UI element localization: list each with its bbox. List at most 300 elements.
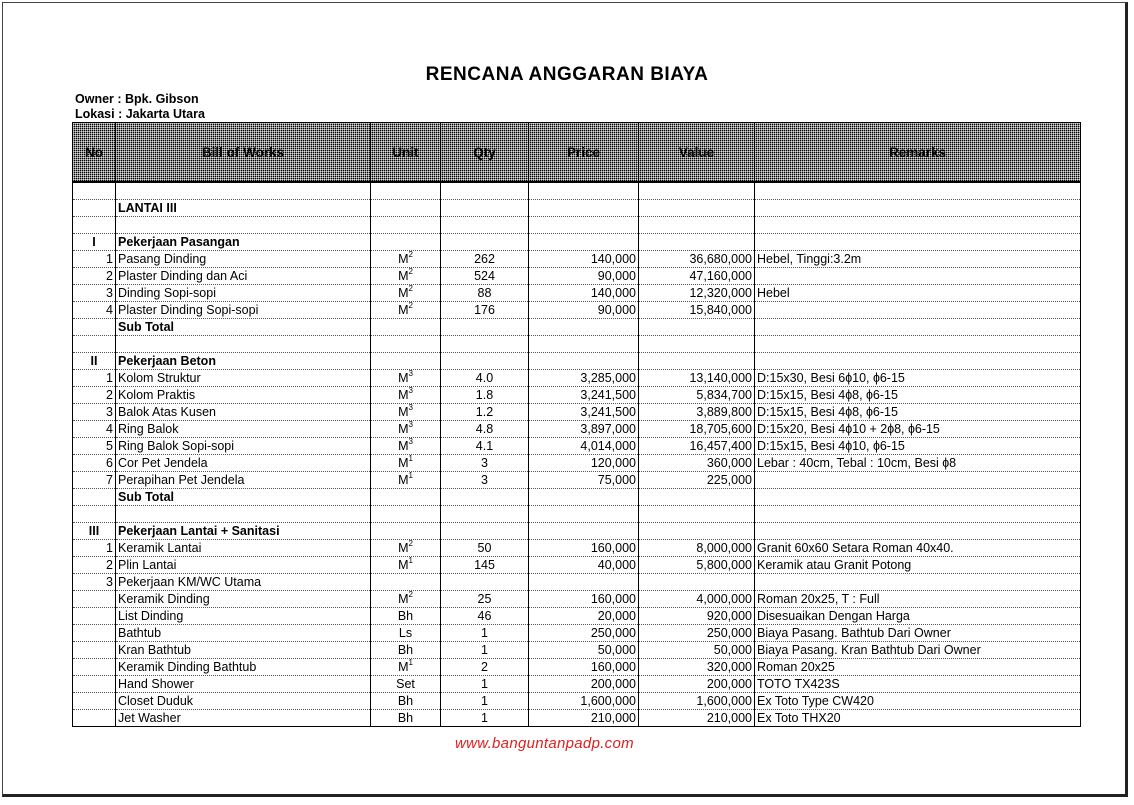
cell-qty	[441, 591, 529, 608]
cell-qty	[441, 574, 529, 591]
cell-value	[639, 353, 755, 370]
cell-price	[529, 455, 639, 472]
header-unit: Unit	[371, 123, 441, 183]
cell-no	[73, 387, 116, 404]
cell-remarks-text: D:15x20, Besi 4ɸ10 + 2ɸ8, ɸ6-15	[757, 422, 940, 436]
cell-price	[529, 506, 639, 523]
cell-no	[73, 659, 116, 676]
cell-remarks	[755, 710, 1081, 727]
cell-price-text: 3,241,500	[580, 388, 636, 402]
cell-remarks-text: Hebel, Tinggi:3.2m	[757, 252, 862, 266]
cell-bill-of-works	[116, 642, 371, 659]
cell-no	[73, 217, 116, 234]
cell-no	[73, 608, 116, 625]
cell-value	[639, 625, 755, 642]
cell-no-text: 4	[106, 303, 113, 317]
cell-value	[639, 676, 755, 693]
cell-qty-text: 524	[474, 269, 495, 283]
cell-value-text: 200,000	[706, 677, 752, 691]
cell-value	[639, 710, 755, 727]
cell-bill-of-works-text: List Dinding	[118, 609, 184, 623]
cell-remarks-text: Keramik atau Granit Potong	[757, 558, 912, 572]
cell-remarks	[755, 200, 1081, 217]
cell-value	[639, 455, 755, 472]
cell-qty-text: 262	[474, 252, 495, 266]
cell-remarks-text: Granit 60x60 Setara Roman 40x40.	[757, 541, 954, 555]
cell-unit	[371, 251, 441, 268]
table-header-row	[73, 123, 1081, 183]
location-label: Lokasi : Jakarta Utara	[75, 107, 205, 121]
cell-bill-of-works-text: Pasang Dinding	[118, 252, 207, 266]
cell-value	[639, 370, 755, 387]
unit-exponent: 3	[408, 420, 413, 429]
table-row	[73, 234, 1081, 251]
cell-unit-text: M	[398, 422, 409, 436]
cell-value-text: 5,800,000	[696, 558, 752, 572]
cell-remarks	[755, 455, 1081, 472]
cell-price	[529, 693, 639, 710]
cell-no	[73, 302, 116, 319]
cell-value-text: 36,680,000	[689, 252, 752, 266]
cell-remarks	[755, 268, 1081, 285]
cell-unit	[371, 625, 441, 642]
cell-remarks-text: Ex Toto THX20	[757, 711, 841, 725]
cell-no	[73, 574, 116, 591]
cell-remarks	[755, 557, 1081, 574]
table-row	[73, 285, 1081, 302]
cell-value	[639, 608, 755, 625]
cell-remarks-text: D:15x15, Besi 4ɸ10, ɸ6-15	[757, 439, 905, 453]
cell-price-text: 250,000	[590, 626, 636, 640]
cell-remarks	[755, 302, 1081, 319]
header-remarks: Remarks	[755, 123, 1081, 183]
cell-value	[639, 642, 755, 659]
cell-qty-text: 46	[477, 609, 492, 623]
table-row	[73, 438, 1081, 455]
cell-no	[73, 523, 116, 540]
cell-qty	[441, 319, 529, 336]
cell-bill-of-works	[116, 676, 371, 693]
cell-qty	[441, 523, 529, 540]
cell-no	[73, 336, 116, 353]
table-row	[73, 319, 1081, 336]
cell-remarks	[755, 421, 1081, 438]
cell-unit	[371, 200, 441, 217]
cell-unit-text: M	[398, 439, 409, 453]
cell-price-text: 160,000	[590, 660, 636, 674]
cell-price	[529, 387, 639, 404]
cell-no	[73, 234, 116, 251]
unit-exponent: 2	[408, 284, 413, 293]
cell-value	[639, 574, 755, 591]
cell-bill-of-works	[116, 234, 371, 251]
cell-qty	[441, 251, 529, 268]
cell-unit	[371, 302, 441, 319]
cell-unit-text: M	[398, 286, 409, 300]
cell-qty-text: 1.2	[475, 405, 494, 419]
cell-unit	[371, 676, 441, 693]
cell-unit-text: Bh	[397, 643, 414, 657]
cell-bill-of-works	[116, 625, 371, 642]
cell-price-text: 3,241,500	[580, 405, 636, 419]
cell-no	[73, 319, 116, 336]
cell-price	[529, 438, 639, 455]
cell-remarks	[755, 251, 1081, 268]
cell-remarks	[755, 642, 1081, 659]
cell-remarks	[755, 659, 1081, 676]
cell-unit	[371, 404, 441, 421]
cell-value	[639, 302, 755, 319]
cell-price	[529, 608, 639, 625]
cell-qty	[441, 625, 529, 642]
cell-no	[73, 557, 116, 574]
table-row	[73, 540, 1081, 557]
cell-price-text: 3,897,000	[580, 422, 636, 436]
cell-qty	[441, 234, 529, 251]
table-row	[73, 710, 1081, 727]
cell-qty	[441, 404, 529, 421]
cell-price	[529, 472, 639, 489]
cell-bill-of-works	[116, 591, 371, 608]
cell-no	[73, 489, 116, 506]
cell-price-text: 140,000	[590, 286, 636, 300]
cell-no	[73, 693, 116, 710]
unit-exponent: 3	[408, 403, 413, 412]
cell-unit	[371, 659, 441, 676]
cell-value	[639, 659, 755, 676]
cell-unit-text: M	[398, 473, 409, 487]
unit-exponent: 1	[408, 556, 413, 565]
cell-qty-text: 145	[474, 558, 495, 572]
cell-value	[639, 251, 755, 268]
table-row	[73, 336, 1081, 353]
cell-no-text: 3	[106, 575, 113, 589]
cell-price-text: 20,000	[597, 609, 636, 623]
cell-value-text: 1,600,000	[696, 694, 752, 708]
cell-unit-text: Ls	[398, 626, 413, 640]
cell-unit	[371, 285, 441, 302]
cell-value	[639, 268, 755, 285]
table-row	[73, 574, 1081, 591]
cell-unit	[371, 523, 441, 540]
table-row	[73, 472, 1081, 489]
table-row	[73, 302, 1081, 319]
cell-remarks	[755, 523, 1081, 540]
cell-qty	[441, 353, 529, 370]
header-price: Price	[529, 123, 639, 183]
cell-bill-of-works-text: Pekerjaan Lantai + Sanitasi	[118, 524, 280, 538]
cell-no-text: 2	[106, 269, 113, 283]
cell-bill-of-works-text: Sub Total	[118, 490, 175, 504]
cell-no	[73, 455, 116, 472]
cell-price	[529, 574, 639, 591]
cell-unit	[371, 710, 441, 727]
cell-price	[529, 557, 639, 574]
cell-remarks	[755, 540, 1081, 557]
cell-value	[639, 217, 755, 234]
budget-table	[72, 122, 1081, 727]
cell-qty	[441, 540, 529, 557]
cell-remarks-text: Disesuaikan Dengan Harga	[757, 609, 910, 623]
cell-price	[529, 523, 639, 540]
cell-bill-of-works-text: Ring Balok Sopi-sopi	[118, 439, 235, 453]
cell-value	[639, 693, 755, 710]
cell-qty	[441, 387, 529, 404]
cell-value	[639, 591, 755, 608]
cell-remarks	[755, 625, 1081, 642]
cell-price	[529, 421, 639, 438]
cell-no	[73, 251, 116, 268]
cell-unit-text: M	[398, 252, 409, 266]
cell-no	[73, 268, 116, 285]
cell-value-text: 210,000	[706, 711, 752, 725]
table-row	[73, 489, 1081, 506]
cell-value-text: 8,000,000	[696, 541, 752, 555]
cell-unit	[371, 557, 441, 574]
cell-no	[73, 404, 116, 421]
unit-exponent: 2	[408, 250, 413, 259]
cell-price-text: 160,000	[590, 541, 636, 555]
cell-no	[73, 472, 116, 489]
cell-no	[73, 591, 116, 608]
cell-price-text: 140,000	[590, 252, 636, 266]
cell-price-text: 4,014,000	[580, 439, 636, 453]
unit-exponent: 2	[408, 267, 413, 276]
cell-remarks-text: D:15x15, Besi 4ɸ8, ɸ6-15	[757, 405, 898, 419]
cell-bill-of-works	[116, 523, 371, 540]
cell-unit-text: M	[398, 660, 409, 674]
cell-bill-of-works	[116, 557, 371, 574]
cell-no-text: I	[92, 235, 96, 249]
cell-qty	[441, 642, 529, 659]
table-row	[73, 523, 1081, 540]
cell-qty-text: 1	[481, 626, 488, 640]
cell-price	[529, 251, 639, 268]
cell-qty	[441, 676, 529, 693]
cell-qty	[441, 302, 529, 319]
table-row	[73, 404, 1081, 421]
cell-bill-of-works	[116, 710, 371, 727]
cell-bill-of-works	[116, 353, 371, 370]
cell-qty-text: 4.1	[475, 439, 494, 453]
cell-price	[529, 710, 639, 727]
cell-unit-text: M	[398, 371, 409, 385]
cell-qty-text: 88	[477, 286, 492, 300]
table-row	[73, 625, 1081, 642]
cell-bill-of-works-text: Balok Atas Kusen	[118, 405, 216, 419]
cell-unit	[371, 387, 441, 404]
cell-qty-text: 176	[474, 303, 495, 317]
cell-price	[529, 285, 639, 302]
cell-qty	[441, 710, 529, 727]
owner-label: Owner : Bpk. Gibson	[75, 92, 199, 106]
cell-value	[639, 438, 755, 455]
cell-qty-text: 1	[481, 694, 488, 708]
cell-unit-text: Bh	[397, 711, 414, 725]
cell-unit	[371, 472, 441, 489]
cell-unit-text: M	[398, 269, 409, 283]
cell-unit-text: M	[398, 558, 409, 572]
cell-no-text: 6	[106, 456, 113, 470]
cell-unit	[371, 353, 441, 370]
cell-remarks-text: D:15x15, Besi 4ɸ8, ɸ6-15	[757, 388, 898, 402]
cell-unit	[371, 336, 441, 353]
cell-remarks	[755, 608, 1081, 625]
cell-bill-of-works-text: LANTAI III	[118, 201, 177, 215]
cell-value-text: 3,889,800	[696, 405, 752, 419]
cell-value	[639, 472, 755, 489]
cell-remarks	[755, 319, 1081, 336]
cell-qty-text: 25	[477, 592, 492, 606]
cell-no-text: 3	[106, 405, 113, 419]
cell-qty	[441, 455, 529, 472]
cell-no	[73, 421, 116, 438]
cell-unit-text: Set	[396, 677, 415, 691]
cell-qty	[441, 438, 529, 455]
cell-price	[529, 489, 639, 506]
cell-bill-of-works-text: Plaster Dinding Sopi-sopi	[118, 303, 259, 317]
cell-remarks-text: Ex Toto Type CW420	[757, 694, 874, 708]
cell-unit	[371, 642, 441, 659]
cell-price	[529, 200, 639, 217]
cell-qty	[441, 472, 529, 489]
table-row	[73, 251, 1081, 268]
cell-no-text: 1	[106, 541, 113, 555]
cell-price	[529, 591, 639, 608]
cell-remarks-text: Biaya Pasang. Kran Bathtub Dari Owner	[757, 643, 981, 657]
cell-remarks	[755, 693, 1081, 710]
cell-qty-text: 1	[481, 677, 488, 691]
cell-price	[529, 234, 639, 251]
cell-value	[639, 200, 755, 217]
cell-bill-of-works	[116, 336, 371, 353]
cell-bill-of-works-text: Dinding Sopi-sopi	[118, 286, 216, 300]
table-row	[73, 182, 1081, 200]
cell-qty	[441, 285, 529, 302]
cell-qty	[441, 421, 529, 438]
cell-bill-of-works	[116, 574, 371, 591]
cell-no	[73, 540, 116, 557]
cell-remarks	[755, 676, 1081, 693]
cell-value	[639, 387, 755, 404]
cell-price	[529, 642, 639, 659]
table-body	[73, 182, 1081, 727]
cell-price-text: 120,000	[590, 456, 636, 470]
cell-remarks	[755, 591, 1081, 608]
cell-remarks	[755, 387, 1081, 404]
cell-price	[529, 217, 639, 234]
cell-bill-of-works	[116, 659, 371, 676]
cell-remarks	[755, 336, 1081, 353]
cell-bill-of-works-text: Plin Lantai	[118, 558, 177, 572]
cell-bill-of-works-text: Sub Total	[118, 320, 175, 334]
cell-bill-of-works-text: Pekerjaan Pasangan	[118, 235, 240, 249]
cell-value-text: 5,834,700	[696, 388, 752, 402]
cell-no-text: 7	[106, 473, 113, 487]
cell-remarks	[755, 285, 1081, 302]
cell-unit	[371, 455, 441, 472]
cell-no-text: 4	[106, 422, 113, 436]
cell-remarks	[755, 370, 1081, 387]
cell-qty	[441, 489, 529, 506]
cell-bill-of-works	[116, 489, 371, 506]
cell-remarks-text: Biaya Pasang. Bathtub Dari Owner	[757, 626, 951, 640]
table-row	[73, 693, 1081, 710]
cell-qty	[441, 268, 529, 285]
cell-qty-text: 3	[481, 456, 488, 470]
cell-bill-of-works	[116, 421, 371, 438]
cell-qty-text: 3	[481, 473, 488, 487]
cell-bill-of-works	[116, 387, 371, 404]
cell-value-text: 47,160,000	[689, 269, 752, 283]
cell-bill-of-works	[116, 319, 371, 336]
cell-remarks	[755, 353, 1081, 370]
cell-bill-of-works-text: Jet Washer	[118, 711, 181, 725]
table-row	[73, 506, 1081, 523]
cell-bill-of-works	[116, 693, 371, 710]
cell-no	[73, 182, 116, 200]
cell-bill-of-works	[116, 200, 371, 217]
cell-qty	[441, 693, 529, 710]
table-row	[73, 676, 1081, 693]
table-row	[73, 659, 1081, 676]
cell-remarks	[755, 506, 1081, 523]
cell-value	[639, 421, 755, 438]
cell-value	[639, 489, 755, 506]
cell-price	[529, 370, 639, 387]
header-no: No	[73, 123, 116, 183]
cell-unit	[371, 489, 441, 506]
cell-value-text: 18,705,600	[689, 422, 752, 436]
cell-qty-text: 1.8	[475, 388, 494, 402]
cell-bill-of-works-text: Ring Balok	[118, 422, 179, 436]
unit-exponent: 3	[408, 437, 413, 446]
cell-unit	[371, 234, 441, 251]
cell-no	[73, 642, 116, 659]
cell-unit	[371, 319, 441, 336]
cell-remarks-text: Roman 20x25, T : Full	[757, 592, 880, 606]
cell-remarks	[755, 217, 1081, 234]
cell-price-text: 3,285,000	[580, 371, 636, 385]
cell-price	[529, 302, 639, 319]
cell-value	[639, 506, 755, 523]
cell-unit	[371, 370, 441, 387]
cell-bill-of-works	[116, 506, 371, 523]
cell-no-text: 2	[106, 558, 113, 572]
cell-no	[73, 353, 116, 370]
cell-remarks-text: D:15x30, Besi 6ɸ10, ɸ6-15	[757, 371, 905, 385]
cell-bill-of-works	[116, 540, 371, 557]
cell-bill-of-works-text: Keramik Lantai	[118, 541, 202, 555]
cell-price	[529, 404, 639, 421]
cell-qty	[441, 370, 529, 387]
cell-unit	[371, 421, 441, 438]
cell-unit	[371, 608, 441, 625]
unit-exponent: 3	[408, 369, 413, 378]
cell-no-text: II	[90, 354, 98, 368]
cell-value-text: 4,000,000	[696, 592, 752, 606]
cell-value	[639, 182, 755, 200]
cell-unit-text: M	[398, 405, 409, 419]
cell-qty	[441, 557, 529, 574]
cell-bill-of-works	[116, 268, 371, 285]
cell-remarks	[755, 182, 1081, 200]
cell-value	[639, 540, 755, 557]
cell-qty	[441, 200, 529, 217]
cell-value	[639, 557, 755, 574]
cell-unit	[371, 268, 441, 285]
cell-price-text: 160,000	[590, 592, 636, 606]
